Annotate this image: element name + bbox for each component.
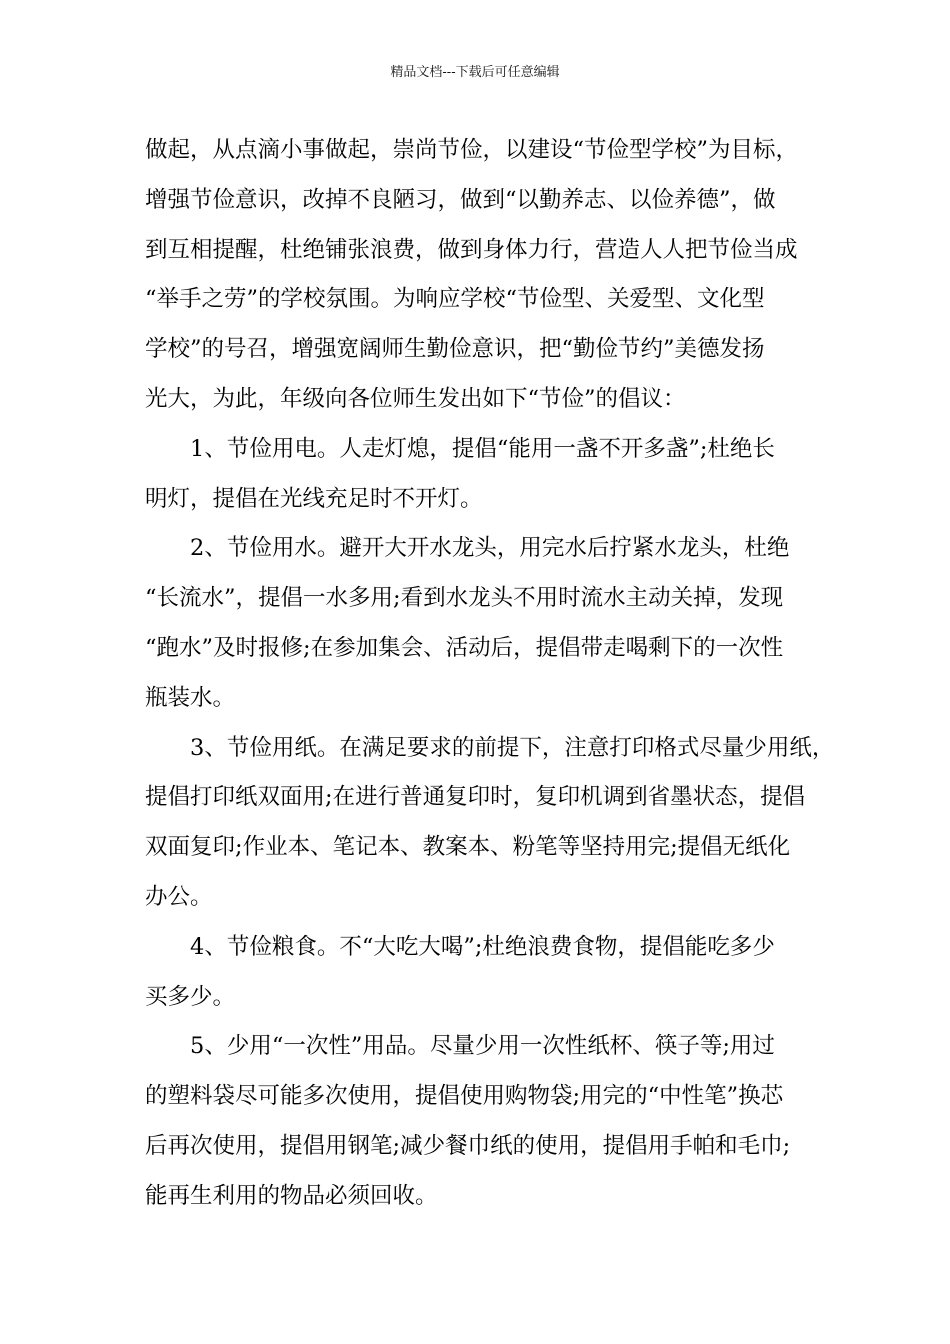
list-item-4-start: 4、节俭粮食。不“大吃大喝”;杜绝浪费食物，提倡能吃多少 [190,933,775,960]
text-line: 后再次使用，提倡用钢笔;减少餐巾纸的使用，提倡用手帕和毛巾; [145,1132,791,1159]
text-line: 的塑料袋尽可能多次使用，提倡使用购物袋;用完的“中性笔”换芯 [145,1083,784,1110]
text-line: “跑水”及时报修;在参加集会、活动后，提倡带走喝剩下的一次性 [145,634,784,661]
text-line: 办公。 [145,883,213,910]
page-header: 精品文档---下载后可任意编辑 [390,65,560,80]
text-line: 买多少。 [145,983,236,1010]
text-line: “长流水”，提倡一水多用;看到水龙头不用时流水主动关掉，发现 [145,585,784,612]
list-item-5-start: 5、少用“一次性”用品。尽量少用一次性纸杯、筷子等;用过 [190,1033,775,1060]
text-line: 增强节俭意识，改掉不良陋习，做到“以勤养志、以俭养德”，做 [145,186,776,213]
document-body [145,126,835,1222]
text-line: 学校”的号召，增强宽阔师生勤俭意识，把“勤俭节约”美德发扬 [145,336,765,363]
text-line: 能再生利用的物品必须回收。 [145,1182,438,1209]
text-line: 到互相提醒，杜绝铺张浪费，做到身体力行，营造人人把节俭当成 [145,236,798,263]
text-line: 做起，从点滴小事做起，崇尚节俭，以建设“节俭型学校”为目标， [145,137,799,163]
text-line: 提倡打印纸双面用;在进行普通复印时，复印机调到省墨状态，提倡 [145,784,806,811]
list-item-3-start: 3、节俭用纸。在满足要求的前提下，注意打印格式尽量少用纸， [190,734,835,761]
text-line: 双面复印;作业本、笔记本、教案本、粉笔等坚持用完;提倡无纸化 [145,834,791,861]
text-line: 明灯，提倡在光线充足时不开灯。 [145,485,483,512]
text-line: 光大，为此，年级向各位师生发出如下“节俭”的倡议： [145,385,686,412]
list-item-2-start: 2、节俭用水。避开大开水龙头，用完水后拧紧水龙头，杜绝 [190,535,790,562]
text-line: “举手之劳”的学校氛围。为响应学校“节俭型、关爱型、文化型 [145,286,765,313]
text-line: 瓶装水。 [145,684,236,711]
list-item-1-start: 1、节俭用电。人走灯熄，提倡“能用一盏不开多盏”;杜绝长 [190,435,775,462]
